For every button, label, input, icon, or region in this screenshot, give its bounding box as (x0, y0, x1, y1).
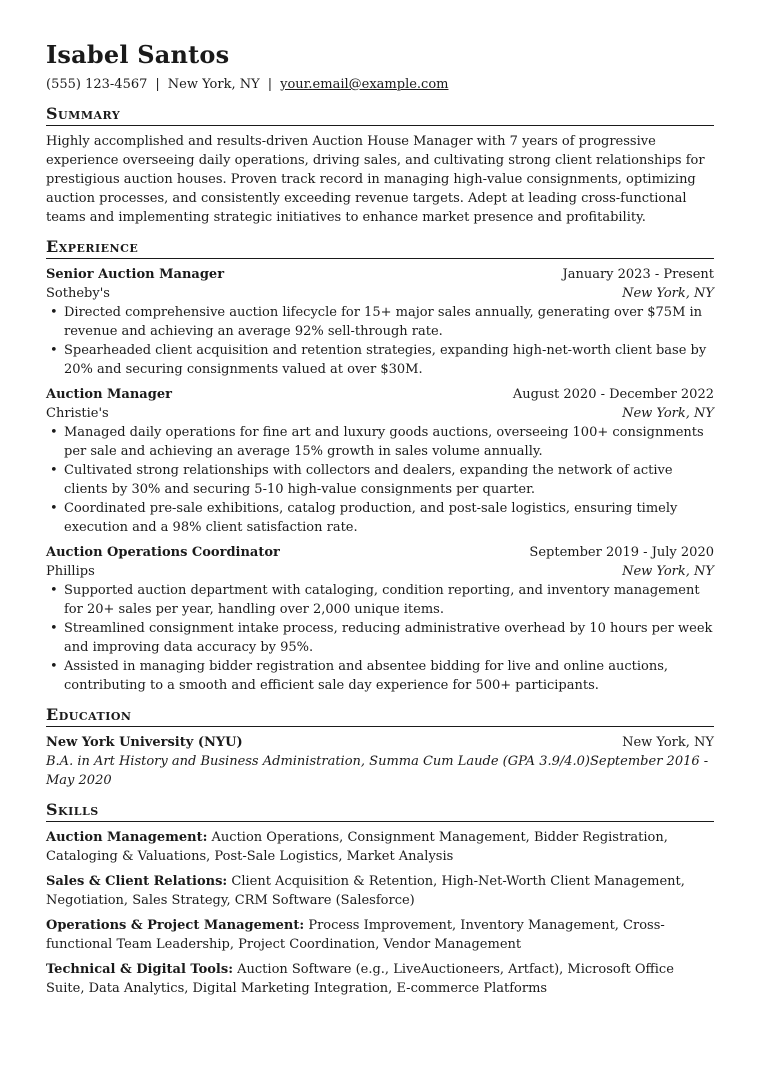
contact-line (46, 76, 714, 94)
list-item: • Coordinated pre-sale exhibitions, catalog production, and post-sale logistics, ensuring timely execution and a 98% client satisfaction rate. (64, 499, 714, 537)
section-title-summary: Summary (46, 104, 714, 126)
skill-group (46, 828, 714, 866)
job-dates: January 2023 - Present (562, 267, 714, 282)
list-item: • Directed comprehensive auction lifecycle for 15+ major sales annually, generating over $75M in revenue and achieving an average 92% sell-through rate. (64, 303, 714, 341)
skill-text: Auction Software (e.g., LiveAuctioneers, Artfact), Microsoft Office Suite, Data Analytics, Digital Marketing Integration, E-commerce Platforms (46, 962, 674, 996)
list-item: • Spearheaded client acquisition and retention strategies, expanding high-net-worth client base by 20% and securing consignments valued at over $30M. (64, 341, 714, 379)
experience-entry (46, 543, 714, 695)
skill-text: Client Acquisition & Retention, High-Net-Worth Client Management, Negotiation, Sales Strategy, CRM Software (Salesforce) (46, 874, 685, 908)
separator: | (155, 77, 160, 92)
skill-label: Auction Management: (46, 830, 208, 845)
job-title: Auction Operations Coordinator (46, 545, 280, 560)
school-name: New York University (NYU) (46, 735, 243, 750)
section-title-education: Education (46, 705, 714, 727)
job-title: Auction Manager (46, 387, 172, 402)
list-item: • Assisted in managing bidder registration and absentee bidding for live and online auctions, contributing to a smooth and efficient sale day experience for 500+ participants. (64, 657, 714, 695)
company: Christie's (46, 406, 109, 421)
school-location: New York, NY (622, 735, 714, 750)
list-item: • Managed daily operations for fine art and luxury goods auctions, overseeing 100+ consignments per sale and achieving an average 15% growth in sales volume annually. (64, 423, 714, 461)
bullet-list (46, 423, 714, 537)
job-location: New York, NY (622, 406, 714, 421)
job-dates: September 2019 - July 2020 (529, 545, 714, 560)
skill-group (46, 872, 714, 910)
list-item: • Cultivated strong relationships with collectors and dealers, expanding the network of active clients by 30% and securing 5-10 high-value consignments per quarter. (64, 461, 714, 499)
experience-entry (46, 385, 714, 537)
bullet-list (46, 581, 714, 695)
skill-group (46, 960, 714, 998)
summary-text: Highly accomplished and results-driven Auction House Manager with 7 years of progressive experience overseeing daily operations, driving sales, and cultivating strong client relationships for prestigious auction houses. Proven track record in managing high-value consignments, optimizing auction processes, and consistently exceeding revenue targets. Adept at leading cross-functional teams and implementing strategic initiatives to enhance market presence and profitability. (46, 134, 705, 225)
section-title-experience: Experience (46, 237, 714, 259)
job-title: Senior Auction Manager (46, 267, 225, 282)
skill-label: Sales & Client Relations: (46, 874, 228, 889)
degree-line (46, 752, 714, 790)
education-entry (46, 733, 714, 790)
company: Sotheby's (46, 286, 110, 301)
skill-text: Process Improvement, Inventory Management, Cross-functional Team Leadership, Project Coordination, Vendor Management (46, 918, 665, 952)
candidate-name: Isabel Santos (46, 40, 230, 69)
skill-label: Technical & Digital Tools: (46, 962, 233, 977)
bullet-list (46, 303, 714, 379)
list-item: • Supported auction department with cataloging, condition reporting, and inventory management for 20+ sales per year, handling over 2,000 unique items. (64, 581, 714, 619)
job-dates: August 2020 - December 2022 (512, 387, 714, 402)
email-link[interactable]: your.email@example.com (280, 77, 449, 92)
company: Phillips (46, 564, 95, 579)
skill-group (46, 916, 714, 954)
separator: | (267, 77, 273, 92)
job-location: New York, NY (622, 286, 714, 301)
skill-text: Auction Operations, Consignment Management, Bidder Registration, Cataloging & Valuations, Post-Sale Logistics, Market Analysis (46, 830, 668, 864)
job-location: New York, NY (622, 564, 714, 579)
section-title-skills: Skills (46, 800, 714, 822)
list-item: • Streamlined consignment intake process, reducing administrative overhead by 10 hours per week and improving data accuracy by 95%. (64, 619, 714, 657)
location: New York, NY (167, 77, 260, 92)
degree-dates: September 2016 - May 2020 (46, 754, 709, 788)
skill-label: Operations & Project Management: (46, 918, 305, 933)
experience-entry (46, 265, 714, 379)
phone: (555) 123-4567 (46, 77, 148, 92)
degree: B.A. in Art History and Business Administration, Summa Cum Laude (GPA 3.9/4.0) (46, 754, 591, 769)
